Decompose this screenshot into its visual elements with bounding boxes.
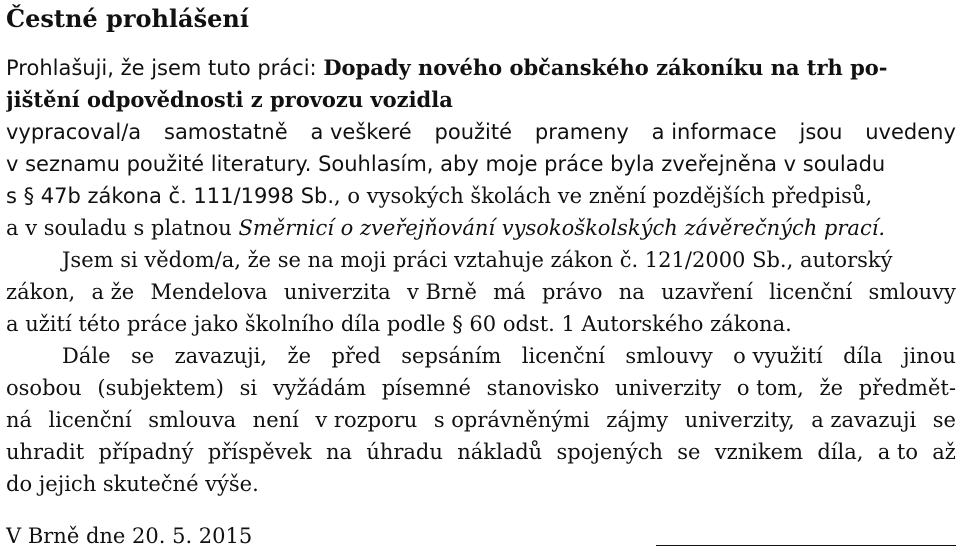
p3-line-2 bbox=[6, 372, 956, 404]
word: univerzita bbox=[283, 280, 391, 304]
p1-line-6-text: a v souladu s platnou bbox=[6, 216, 239, 240]
word: stanovisko bbox=[486, 376, 600, 400]
p2-line-2 bbox=[6, 276, 956, 308]
p1-line-3 bbox=[6, 116, 956, 148]
word: a to bbox=[877, 440, 918, 464]
word: si bbox=[239, 376, 258, 400]
word: vyžádám bbox=[272, 376, 367, 400]
word: univerzity, bbox=[684, 408, 795, 432]
p3-line-5: do jejich skutečné výše. bbox=[6, 472, 259, 496]
word: uhradit bbox=[6, 440, 85, 464]
word: s oprávněnými bbox=[433, 408, 590, 432]
word: předmět- bbox=[858, 376, 956, 400]
word: prameny bbox=[534, 120, 629, 144]
p1-line-5 bbox=[6, 180, 956, 212]
word: a zavazuji bbox=[811, 408, 917, 432]
word: a informace bbox=[651, 120, 777, 144]
page-title: Čestné prohlášení bbox=[6, 4, 249, 33]
word: v Brně bbox=[406, 280, 477, 304]
word: použité bbox=[434, 120, 513, 144]
word: uzavření bbox=[661, 280, 753, 304]
word: vypracoval/a bbox=[6, 120, 142, 144]
word: jsou bbox=[799, 120, 843, 144]
word: nákladů bbox=[457, 440, 543, 464]
law-reference: s § 47b zákona č. 111/1998 Sb. bbox=[6, 184, 335, 208]
word: jinou bbox=[902, 344, 956, 368]
p1-line-2 bbox=[6, 84, 956, 116]
word: licenční bbox=[48, 408, 132, 432]
word: díla bbox=[843, 344, 883, 368]
word: samostatně bbox=[164, 120, 288, 144]
word: se bbox=[932, 408, 956, 432]
word: až bbox=[932, 440, 956, 464]
word: má bbox=[493, 280, 526, 304]
word: smlouvy bbox=[625, 344, 713, 368]
word: že bbox=[819, 376, 844, 400]
word: zákon, bbox=[6, 280, 76, 304]
word: že bbox=[287, 344, 312, 368]
word: případný bbox=[98, 440, 194, 464]
word: o tom, bbox=[736, 376, 804, 400]
word: se bbox=[130, 344, 155, 368]
word: ná bbox=[6, 408, 33, 432]
thesis-title-part-1: Dopady nového občanského zákoníku na trh po- bbox=[323, 55, 888, 80]
word: osobou bbox=[6, 376, 82, 400]
p3-line-4 bbox=[6, 436, 956, 468]
word: (subjektem) bbox=[97, 376, 224, 400]
word: před bbox=[331, 344, 381, 368]
word: písemné bbox=[381, 376, 471, 400]
word: úhradu bbox=[366, 440, 443, 464]
word: není bbox=[252, 408, 299, 432]
thesis-title-part-2: jištění odpovědnosti z provozu vozidla bbox=[6, 87, 453, 112]
word: na bbox=[618, 280, 645, 304]
p1-line-4: v seznamu použité literatury. Souhlasím, aby moje práce byla zveřejněna v souladu bbox=[6, 152, 886, 176]
place-and-date: V Brně dne 20. 5. 2015 bbox=[6, 524, 253, 548]
word: a veškeré bbox=[310, 120, 412, 144]
word: spojených bbox=[556, 440, 663, 464]
word: licenční bbox=[521, 344, 605, 368]
p3-line-1 bbox=[6, 340, 956, 372]
word: sepsáním bbox=[401, 344, 502, 368]
p2-line-3: a užití této práce jako školního díla podle § 60 odst. 1 Autorského zákona. bbox=[6, 312, 792, 336]
p2-line-1: Jsem si vědom/a, že se na moji práci vztahuje zákon č. 121/2000 Sb., autorský bbox=[62, 248, 893, 272]
word: zavazuji, bbox=[174, 344, 268, 368]
word: na bbox=[325, 440, 353, 464]
word: o využití bbox=[733, 344, 823, 368]
word: smlouva bbox=[148, 408, 237, 432]
word: Dále bbox=[62, 344, 111, 368]
word: Mendelova bbox=[150, 280, 268, 304]
law-description: , o vysokých školách ve znění pozdějších předpisů, bbox=[334, 184, 873, 208]
word: smlouvy bbox=[868, 280, 956, 304]
p1-line-1 bbox=[6, 52, 956, 84]
word: díla, bbox=[817, 440, 864, 464]
word: v rozporu bbox=[315, 408, 418, 432]
word: univerzity bbox=[614, 376, 722, 400]
signature-line bbox=[656, 545, 956, 546]
p1-line-6 bbox=[6, 212, 956, 244]
word: licenční bbox=[769, 280, 853, 304]
word: příspěvek bbox=[207, 440, 312, 464]
word: zájmy bbox=[606, 408, 669, 432]
p3-line-3 bbox=[6, 404, 956, 436]
word: uvedeny bbox=[865, 120, 956, 144]
word: vznikem bbox=[714, 440, 804, 464]
word: právo bbox=[541, 280, 603, 304]
word: a že bbox=[91, 280, 135, 304]
directive-name: Směrnicí o zveřejňování vysokoškolských závěrečných prací. bbox=[238, 216, 886, 240]
word: se bbox=[677, 440, 701, 464]
p1-intro-text: Prohlašuji, že jsem tuto práci: bbox=[6, 56, 324, 80]
